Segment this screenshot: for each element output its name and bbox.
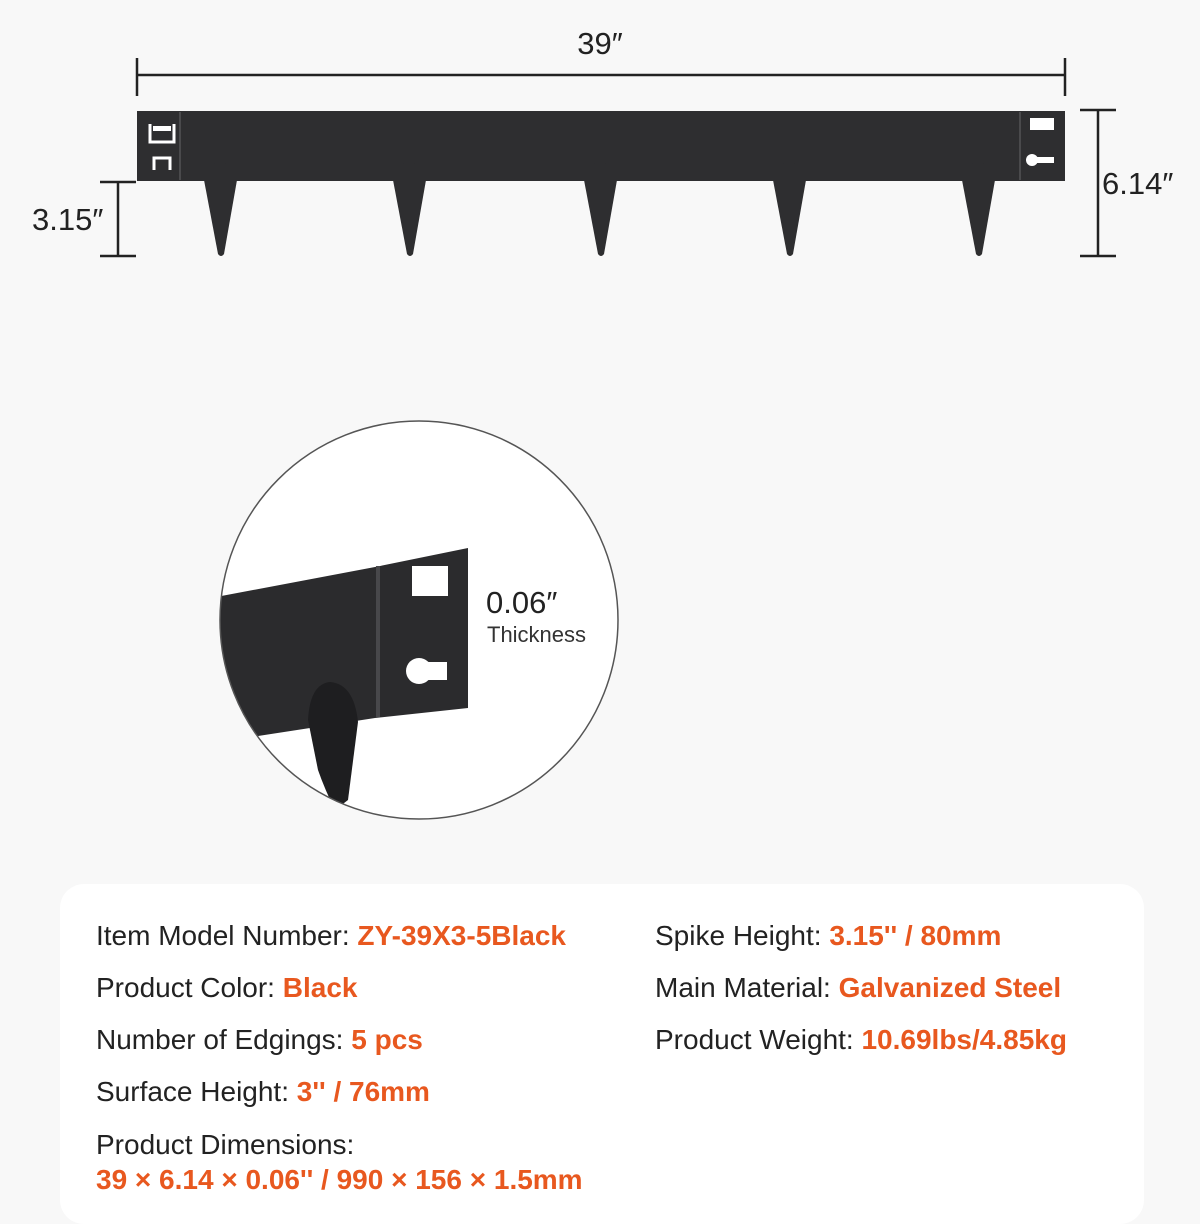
spec-model: Item Model Number: ZY-39X3-5Black <box>96 920 566 951</box>
height-label: 6.14″ <box>1102 166 1174 201</box>
spec-color: Product Color: Black <box>96 972 358 1003</box>
detail-slot-icon <box>412 566 448 596</box>
spec-material: Main Material: Galvanized Steel <box>655 972 1062 1003</box>
spec-spike-height: Spike Height: 3.15'' / 80mm <box>655 920 1002 951</box>
spec-weight: Product Weight: 10.69lbs/4.85kg <box>655 1024 1067 1055</box>
spec-dimensions-value: 39 × 6.14 × 0.06'' / 990 × 156 × 1.5mm <box>96 1164 583 1195</box>
spike-height-label: 3.15″ <box>32 202 104 237</box>
width-label: 39″ <box>577 26 623 61</box>
spec-edgings: Number of Edgings: 5 pcs <box>96 1024 423 1055</box>
thickness-label: Thickness <box>487 622 587 647</box>
spec-dimensions-label: Product Dimensions: <box>96 1129 355 1160</box>
spec-surface-height: Surface Height: 3'' / 76mm <box>96 1076 430 1107</box>
thickness-value: 0.06″ <box>486 585 558 620</box>
